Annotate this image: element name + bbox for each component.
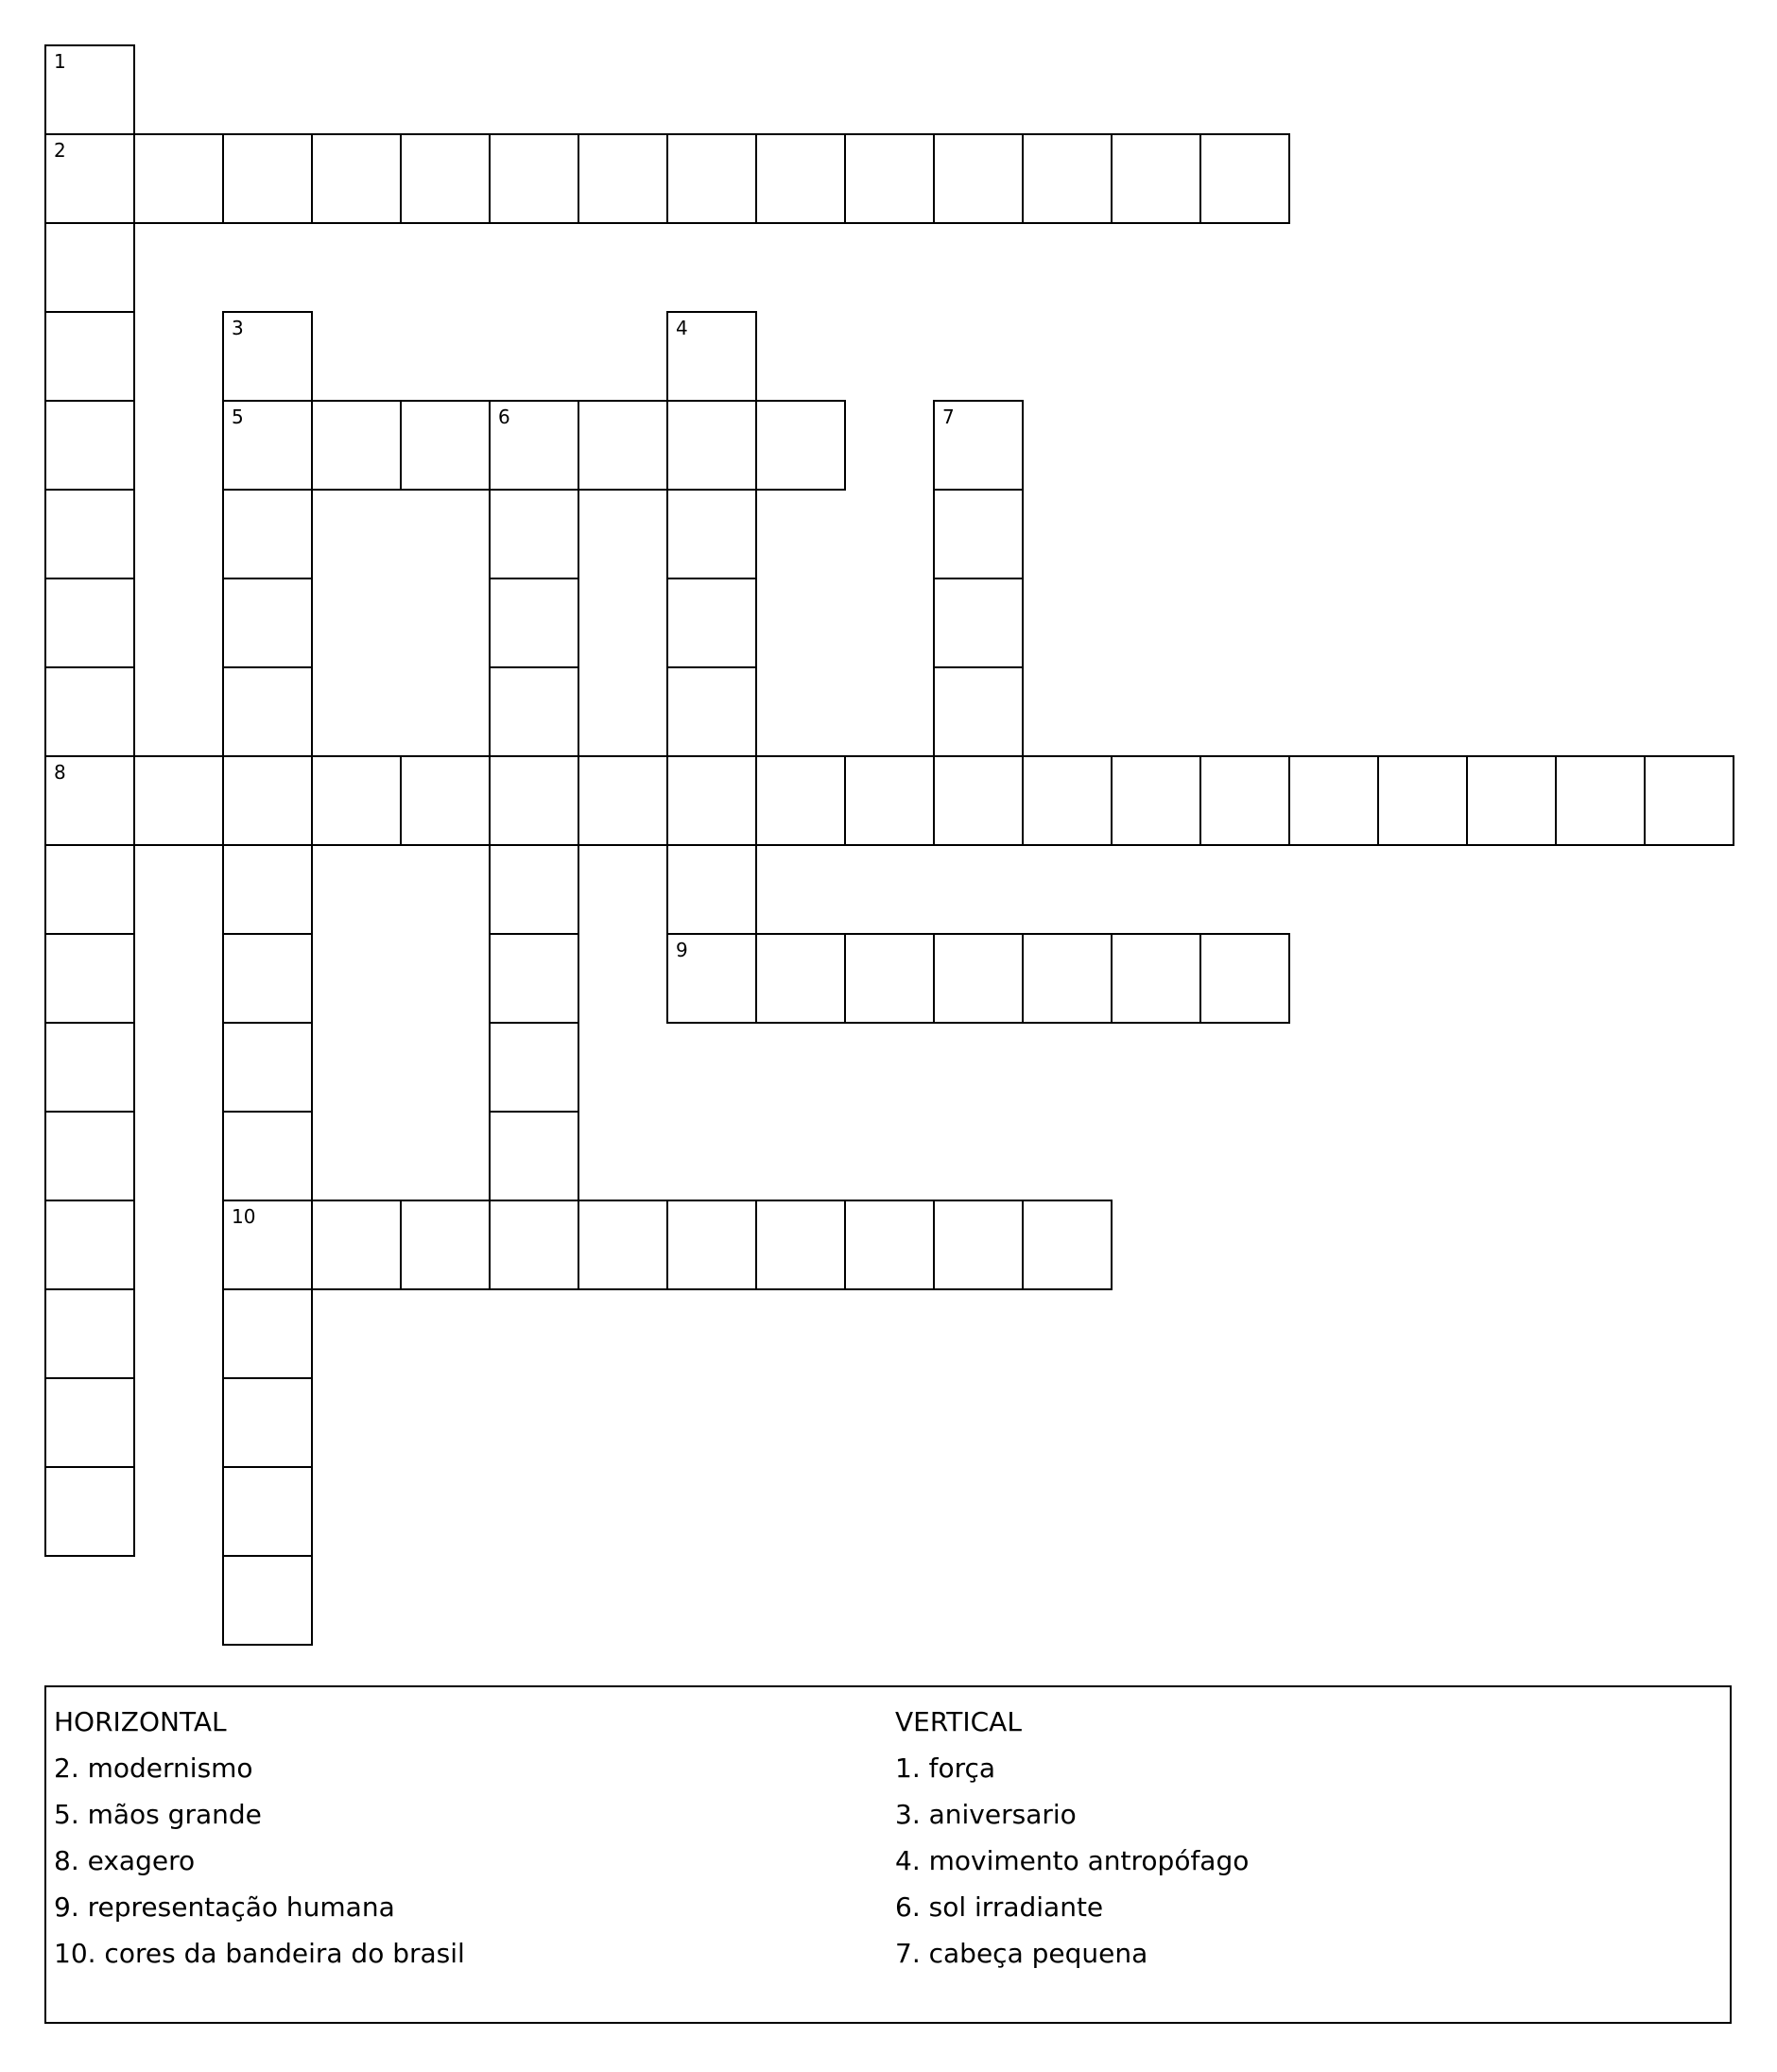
grid-cell[interactable] (1111, 133, 1201, 224)
grid-cell[interactable] (311, 755, 402, 846)
clues-box (44, 1685, 1732, 2024)
grid-cell[interactable] (222, 666, 313, 757)
grid-cell[interactable] (666, 133, 757, 224)
grid-cell[interactable] (222, 578, 313, 668)
grid-cell[interactable] (489, 1022, 579, 1113)
grid-cell[interactable] (44, 489, 135, 579)
clue-number: 1 (54, 50, 66, 73)
grid-cell[interactable] (222, 1466, 313, 1557)
grid-cell[interactable] (1555, 755, 1646, 846)
grid-cell[interactable] (222, 1111, 313, 1201)
clue-number: 3 (232, 317, 244, 339)
clue-6-vertical: 6. sol irradiante (895, 1891, 1104, 1923)
horizontal-clues (54, 1699, 465, 1977)
clue-number: 5 (232, 406, 244, 428)
grid-cell[interactable] (44, 1111, 135, 1201)
grid-cell[interactable] (133, 755, 224, 846)
grid-cell[interactable] (844, 755, 935, 846)
grid-cell[interactable] (400, 755, 491, 846)
grid-cell[interactable] (755, 133, 846, 224)
grid-cell[interactable] (933, 133, 1024, 224)
grid-cell[interactable] (311, 133, 402, 224)
grid-cell[interactable] (44, 311, 135, 402)
vertical-clues (895, 1699, 1249, 1977)
grid-cell[interactable] (222, 133, 313, 224)
grid-cell[interactable] (222, 400, 313, 491)
grid-cell[interactable] (44, 1466, 135, 1557)
grid-cell[interactable] (311, 1200, 402, 1290)
grid-cell[interactable] (489, 755, 579, 846)
grid-cell[interactable] (1199, 933, 1290, 1024)
grid-cell[interactable] (489, 844, 579, 935)
horizontal-heading: HORIZONTAL (54, 1706, 227, 1737)
grid-cell[interactable] (933, 400, 1024, 491)
clue-9-horizontal: 9. representação humana (54, 1891, 395, 1923)
grid-cell[interactable] (844, 1200, 935, 1290)
grid-cell[interactable] (666, 400, 757, 491)
grid-cell[interactable] (44, 133, 135, 224)
grid-cell[interactable] (755, 755, 846, 846)
grid-cell[interactable] (933, 578, 1024, 668)
grid-cell[interactable] (311, 400, 402, 491)
grid-cell[interactable] (1022, 133, 1113, 224)
clue-number: 9 (676, 939, 688, 961)
grid-cell[interactable] (44, 844, 135, 935)
grid-cell[interactable] (44, 578, 135, 668)
grid-cell[interactable] (578, 1200, 668, 1290)
clue-number: 6 (498, 406, 510, 428)
grid-cell[interactable] (1199, 133, 1290, 224)
vertical-heading: VERTICAL (895, 1706, 1022, 1737)
grid-cell[interactable] (44, 1288, 135, 1379)
grid-cell[interactable] (489, 489, 579, 579)
grid-cell[interactable] (44, 400, 135, 491)
clue-3-vertical: 3. aniversario (895, 1799, 1077, 1830)
grid-cell[interactable] (578, 400, 668, 491)
grid-cell[interactable] (666, 933, 757, 1024)
grid-cell[interactable] (755, 400, 846, 491)
grid-cell[interactable] (1288, 755, 1379, 846)
clue-number: 10 (232, 1205, 256, 1228)
grid-cell[interactable] (489, 400, 579, 491)
grid-cell[interactable] (489, 133, 579, 224)
grid-cell[interactable] (755, 933, 846, 1024)
grid-cell[interactable] (1377, 755, 1468, 846)
grid-cell[interactable] (1111, 755, 1201, 846)
grid-cell[interactable] (578, 133, 668, 224)
clue-number: 4 (676, 317, 688, 339)
grid-cell[interactable] (222, 1288, 313, 1379)
grid-cell[interactable] (578, 755, 668, 846)
grid-cell[interactable] (666, 1200, 757, 1290)
clue-1-vertical: 1. força (895, 1753, 996, 1784)
grid-cell[interactable] (1199, 755, 1290, 846)
grid-cell[interactable] (666, 755, 757, 846)
clue-5-horizontal: 5. mãos grande (54, 1799, 262, 1830)
grid-cell[interactable] (1022, 1200, 1113, 1290)
grid-cell[interactable] (222, 1555, 313, 1646)
grid-cell[interactable] (222, 755, 313, 846)
clue-4-vertical: 4. movimento antropófago (895, 1845, 1250, 1876)
grid-cell[interactable] (222, 311, 313, 402)
grid-cell[interactable] (489, 933, 579, 1024)
clue-number: 7 (942, 406, 955, 428)
grid-cell[interactable] (666, 666, 757, 757)
grid-cell[interactable] (222, 1377, 313, 1468)
grid-cell[interactable] (44, 1022, 135, 1113)
grid-cell[interactable] (666, 311, 757, 402)
grid-cell[interactable] (489, 578, 579, 668)
grid-cell[interactable] (666, 489, 757, 579)
grid-cell[interactable] (1466, 755, 1557, 846)
grid-cell[interactable] (400, 400, 491, 491)
grid-cell[interactable] (44, 1200, 135, 1290)
grid-cell[interactable] (44, 755, 135, 846)
grid-cell[interactable] (44, 1377, 135, 1468)
grid-cell[interactable] (844, 133, 935, 224)
clue-number: 8 (54, 761, 66, 784)
grid-cell[interactable] (222, 1200, 313, 1290)
clue-2-horizontal: 2. modernismo (54, 1753, 253, 1784)
grid-cell[interactable] (933, 755, 1024, 846)
grid-cell[interactable] (400, 1200, 491, 1290)
grid-cell[interactable] (222, 1022, 313, 1113)
grid-cell[interactable] (666, 578, 757, 668)
grid-cell[interactable] (933, 489, 1024, 579)
grid-cell[interactable] (1644, 755, 1734, 846)
grid-cell[interactable] (222, 933, 313, 1024)
grid-cell[interactable] (489, 666, 579, 757)
grid-cell[interactable] (489, 1200, 579, 1290)
grid-cell[interactable] (755, 1200, 846, 1290)
grid-cell[interactable] (1022, 933, 1113, 1024)
grid-cell[interactable] (133, 133, 224, 224)
grid-cell[interactable] (1111, 933, 1201, 1024)
clue-10-horizontal: 10. cores da bandeira do brasil (54, 1938, 465, 1969)
clue-7-vertical: 7. cabeça pequena (895, 1938, 1148, 1969)
grid-cell[interactable] (844, 933, 935, 1024)
grid-cell[interactable] (222, 844, 313, 935)
grid-cell[interactable] (933, 1200, 1024, 1290)
grid-cell[interactable] (44, 666, 135, 757)
clue-8-horizontal: 8. exagero (54, 1845, 196, 1876)
grid-cell[interactable] (933, 666, 1024, 757)
grid-cell[interactable] (933, 933, 1024, 1024)
grid-cell[interactable] (489, 1111, 579, 1201)
clue-number: 2 (54, 139, 66, 162)
grid-cell[interactable] (1022, 755, 1113, 846)
grid-cell[interactable] (222, 489, 313, 579)
grid-cell[interactable] (400, 133, 491, 224)
grid-cell[interactable] (44, 222, 135, 313)
grid-cell[interactable] (44, 44, 135, 135)
grid-cell[interactable] (44, 933, 135, 1024)
grid-cell[interactable] (666, 844, 757, 935)
